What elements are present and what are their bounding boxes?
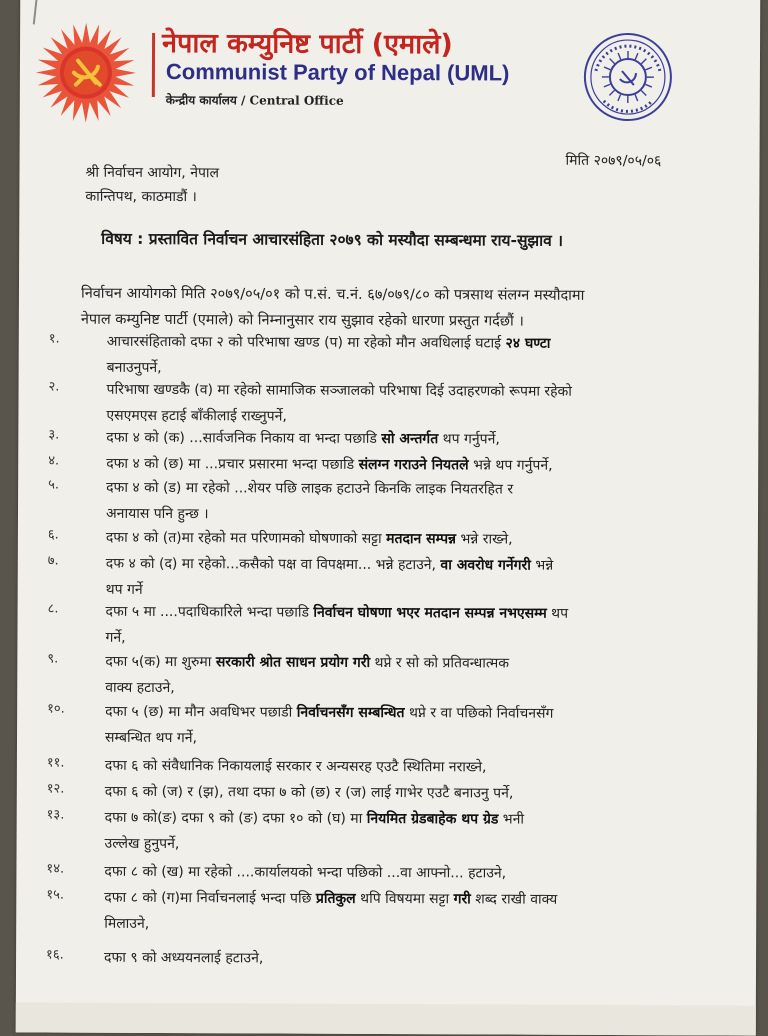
item-number: १०.: [47, 699, 77, 717]
item-fragment: थप गर्नुपर्ने,: [438, 431, 500, 447]
item-text: [105, 599, 715, 654]
item-text: [107, 329, 717, 384]
party-name-english: Communist Party of Nepal (UML): [166, 59, 510, 86]
item-number: २.: [49, 377, 79, 395]
item-number: ११.: [47, 753, 77, 771]
item-emphasis: संलग्न गराउने नियतले: [359, 457, 469, 473]
item-fragment: भन्ने थप गर्नुपर्ने,: [469, 457, 553, 473]
item-number: ३.: [48, 425, 78, 443]
recipient-line-1: श्री निर्वाचन आयोग, नेपाल: [85, 163, 219, 183]
item-number: ५.: [48, 475, 78, 493]
intro-line-1: निर्वाचन आयोगको मिति २०७९/०५/०१ को प.सं. च.नं. ६७/०७९/८० को पत्रसाथ संलग्न मस्यौदामा: [81, 283, 701, 306]
item-line-1: [106, 425, 716, 454]
letter-page: [16, 0, 761, 1036]
party-name-nepali: नेपाल कम्युनिष्ट पार्टी (एमाले): [162, 23, 453, 61]
subject-line: विषय : प्रस्तावित निर्वाचन आचारसंहिता २०७९ को मस्यौदा सम्बन्धमा राय-सुझाव ।: [101, 227, 563, 251]
item-number: १५.: [46, 885, 76, 903]
item-text: [105, 779, 715, 808]
item-fragment: दफा ५ (छ) मा मौन अवधिभर पछाडी: [105, 704, 297, 721]
item-fragment: थपि विषयमा सट्टा: [356, 891, 454, 907]
item-line-1: [104, 859, 714, 888]
item-emphasis: प्रतिकुल: [316, 891, 356, 907]
item-text: [105, 699, 715, 754]
item-emphasis: गरी: [454, 891, 471, 907]
item-line-2: थप गर्ने: [106, 577, 716, 606]
item-fragment: भन्ने राख्ने,: [456, 531, 513, 547]
item-line-1: [105, 753, 715, 782]
item-text: [106, 551, 716, 606]
item-number: १२.: [47, 779, 77, 797]
item-fragment: दफा ७ को(ङ) दफा ९ को (ङ) दफा १० को (घ) मा: [105, 810, 367, 827]
item-line-2: बनाउनुपर्ने,: [107, 355, 717, 384]
item-emphasis: निर्वाचनसँग सम्बन्धित: [297, 705, 405, 721]
item-emphasis: निर्वाचन घोषणा भएर मतदान सम्पन्न नभएसम्म: [313, 605, 546, 622]
item-number: ६.: [48, 525, 78, 543]
page-bottom-strip: [16, 1002, 756, 1035]
list-item: [46, 945, 726, 948]
item-fragment: दफा ४ को (छ) मा ...प्रचार प्रसारमा भन्दा पछाडि: [106, 456, 358, 473]
item-line-2: उल्लेख हुनुपर्ने,: [105, 831, 715, 860]
item-emphasis: मतदान सम्पन्न: [386, 531, 456, 547]
item-fragment: दफा ४ को (त)मा रहेको मत परिणामको घोषणाको सट्टा: [106, 530, 386, 547]
item-emphasis: २४ घण्टा: [505, 336, 550, 352]
item-number: १३.: [47, 805, 77, 823]
item-line-1: [106, 551, 716, 580]
item-emphasis: वा अवरोध गर्नेगरी: [440, 557, 531, 573]
item-line-1: [106, 525, 716, 554]
item-line-2: गर्ने,: [105, 625, 715, 654]
item-line-2: वाक्य हटाउने,: [105, 675, 715, 704]
item-line-1: [105, 699, 715, 728]
item-fragment: भन्ने: [531, 558, 553, 574]
item-emphasis: नियमित ग्रेडबाहेक थप ग्रेड: [367, 811, 499, 828]
item-fragment: परिभाषा खण्डकै (व) मा रहेको सामाजिक सञ्जालको परिभाषा दिई उदाहरणको रूपमा रहेको: [107, 382, 572, 400]
item-fragment: थप्ने र सो को प्रतिवन्धात्मक: [370, 655, 509, 672]
item-number: ८.: [48, 599, 78, 617]
item-line-1: [104, 885, 714, 914]
item-number: १४.: [46, 859, 76, 877]
party-seal-stamp-icon: [582, 31, 674, 123]
item-text: [105, 649, 715, 704]
item-line-1: [106, 599, 716, 628]
item-number: १६.: [46, 945, 76, 963]
item-text: [106, 475, 716, 530]
item-text: [105, 805, 715, 860]
item-number: ४.: [48, 451, 78, 469]
item-fragment: दफा ५ मा ....पदाधिकारिले भन्दा पछाडि: [106, 604, 314, 621]
item-number: ७.: [48, 551, 78, 569]
item-line-1: [105, 779, 715, 808]
item-line-1: [105, 649, 715, 678]
item-text: [105, 753, 715, 782]
item-fragment: शब्द राखी वाक्य: [471, 891, 557, 907]
item-fragment: दफा ८ को (ग)मा निर्वाचनलाई भन्दा पछि: [104, 890, 316, 907]
item-line-2: एसएमएस हटाई बाँकीलाई राख्नुपर्ने,: [106, 403, 716, 432]
item-fragment: दफा ६ को (ज) र (झ), तथा दफा ७ को (छ) र (ज) लाई गाभेर एउटै बनाउनु पर्ने,: [105, 784, 514, 802]
item-line-1: [106, 475, 716, 504]
item-emphasis: सरकारी श्रोत साधन प्रयोग गरी: [216, 654, 370, 671]
letterhead-divider: [152, 33, 155, 97]
item-fragment: दफा ४ को (क) ...सार्वजनिक निकाय वा भन्दा पछाडि: [106, 430, 381, 447]
item-text: [106, 525, 716, 554]
item-fragment: दफा ८ को (ख) मा रहेको ....कार्यालयको भन्दा पछिको ...वा आफ्नो... हटाउने,: [104, 864, 506, 882]
item-text: [106, 377, 716, 432]
item-fragment: थप: [547, 606, 568, 622]
item-line-1: [107, 329, 717, 358]
intro-line-2: नेपाल कम्युनिष्ट पार्टी (एमाले) को निम्नानुसार राय सुझाव रहेको धारणा प्रस्तुत गर्दछौं ।: [81, 309, 701, 332]
item-line-1: [104, 945, 714, 974]
item-fragment: आचारसंहिताको दफा २ को परिभाषा खण्ड (प) मा रहेको मौन अवधिलाई घटाई: [107, 334, 506, 352]
item-fragment: दफा ५(क) मा शुरुमा: [105, 654, 216, 670]
item-line-2: मिलाउने,: [104, 911, 714, 940]
letter-date: मिति २०७९/०५/०६: [566, 151, 662, 170]
item-number: ९.: [47, 649, 77, 667]
item-fragment: दफा ९ को अध्ययनलाई हटाउने,: [104, 950, 263, 967]
item-line-1: [106, 377, 716, 406]
item-text: [106, 425, 716, 454]
item-text: [104, 859, 714, 888]
item-emphasis: सो अन्तर्गत: [381, 431, 438, 447]
item-fragment: दफ ४ को (द) मा रहेको...कसैको पक्ष वा विपक्षमा... भन्ने हटाउने,: [106, 556, 441, 573]
item-fragment: भनी: [498, 811, 524, 827]
item-fragment: दफा ६ को संवैधानिक निकायलाई सरकार र अन्यसरह एउटै स्थितिमा नराख्ने,: [105, 758, 487, 776]
item-line-2: सम्बन्धित थप गर्ने,: [105, 725, 715, 754]
item-line-2: अनायास पनि हुन्छ ।: [106, 501, 716, 530]
recipient-line-2: कान्तिपथ, काठमाडौं ।: [85, 187, 197, 206]
item-line-1: [105, 805, 715, 834]
office-label: केन्द्रीय कार्यालय / Central Office: [166, 91, 344, 109]
item-text: [104, 945, 714, 974]
item-text: [104, 885, 714, 940]
item-fragment: दफा ४ को (ड) मा रहेको ...शेयर पछि लाइक हटाउने किनकि लाइक नियतरहित र: [106, 480, 513, 498]
item-number: १.: [49, 329, 79, 347]
sun-hammer-sickle-icon: [34, 20, 138, 124]
item-fragment: थप्ने र वा पछिको निर्वाचनसँग: [404, 705, 553, 722]
